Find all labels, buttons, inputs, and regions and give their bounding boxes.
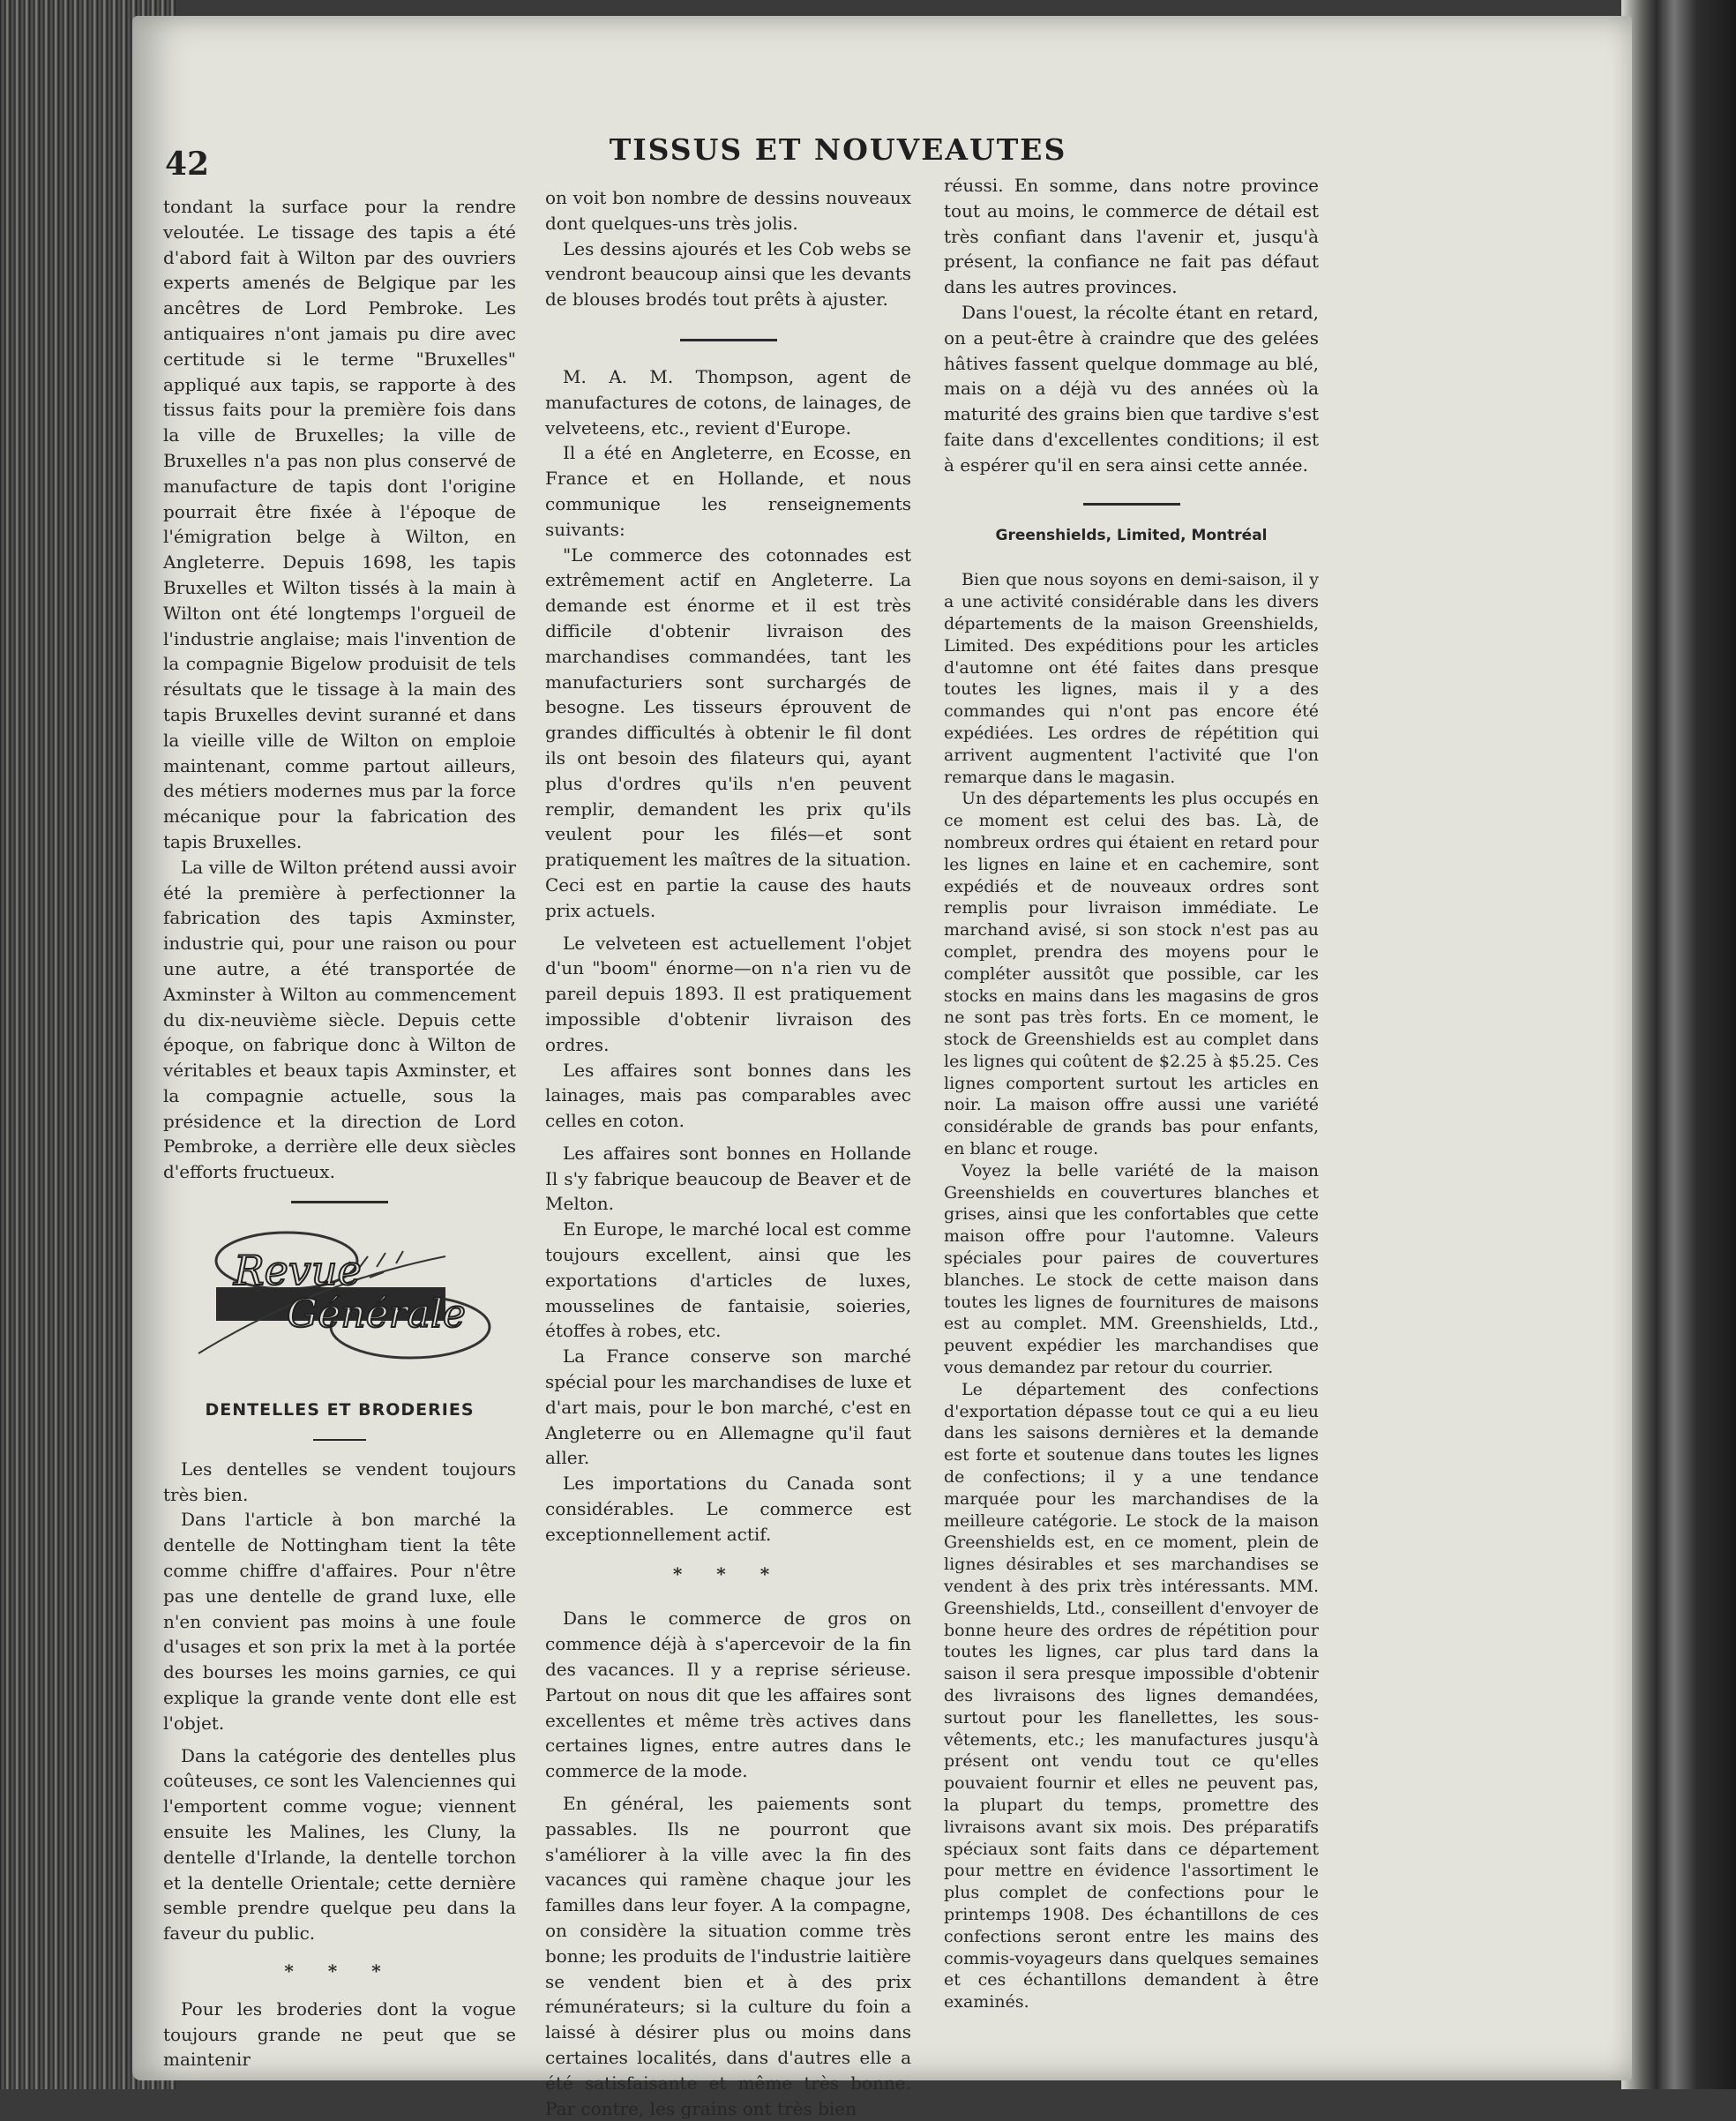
divider	[680, 339, 777, 341]
section-separator: * * *	[672, 1563, 784, 1585]
paragraph: Le département des confections d'exportation dépasse tout ce qui a eu lieu dans les saisons dernières et la demande est forte et soutenue dans toutes les lignes de confections; il y a une tendance marquée pour les marchandises de la meilleure catégorie. Le stock de la maison Greenshields est, en ce moment, plein de lignes désirables et ses marchandises se vendent à des prix très intéressants. MM. Greenshields, Ltd., conseillent d'envoyer de bonne heure des ordres de répétition pour toutes les lignes, car plus tard dans la saison il sera presque impossible d'obtenir des livraisons des lignes demandées, surtout pour les flanellettes, les sous-vêtements, etc.; les manufactures jusqu'à présent ont vendu tout ce qu'elles pouvaient fournir et elles ne peuvent pas, la plupart du temps, promettre des livraisons avant six mois. Des préparatifs spéciaux sont faits dans ce département pour mettre en évidence l'assortiment le plus complet de confections pour le printemps 1908. Des échantillons de ces confections seront entre les mains des commis-voyageurs dans quelques semaines et ces échantillons demandent à être examinés.	[944, 1379, 1319, 2012]
paragraph: "Le commerce des cotonnades est extrêmement actif en Angleterre. La demande est énorme et il est très difficile d'obtenir livraison des marchandises commandées, tant les manufacturiers sont surchargés de besogne. Les tisseurs éprouvent de grandes difficultés à obtenir le fil dont ils ont besoin des filateurs qui, ayant plus d'ordres qu'ils n'en peuvent remplir, demandent les prix qu'ils veulent pour les filés—et sont pratiquement les maîtres de la situation. Ceci est en partie la cause des hauts prix actuels.	[545, 543, 911, 921]
paragraph: Dans l'ouest, la récolte étant en retard, on a peut-être à craindre que des gelées hâtives fassent quelque dommage au blé, mais on a déjà vu des années où la maturité des grains bien que tardive s'est faite dans d'excellentes conditions; il est à espérer qu'il en sera ainsi cette année.	[944, 301, 1319, 476]
paragraph: tondant la surface pour la rendre veloutée. Le tissage des tapis a été d'abord fait à Wilton par des ouvriers experts amenés de Belgique par les ancêtres de Lord Pembroke. Les antiquaires n'ont jamais pu dire avec certitude si le terme "Bruxelles" appliqué aux tapis, se rapporte à des tissus faits pour la première fois dans la ville de Bruxelles; la ville de Bruxelles n'a pas non plus conservé de manufacture de tapis dont l'origine pourrait être fixée à l'époque de l'émigration belge à Wilton, en Angleterre. Depuis 1698, les tapis Bruxelles et Wilton tissés à la main à Wilton ont été longtemps l'orgueil de l'industrie anglaise; mais l'invention de la compagnie Bigelow produisit de tels résultats que le tissage à la main des tapis Bruxelles devint suranné et dans la vieille ville de Wilton on emploie maintenant, comme partout ailleurs, des métiers modernes mus par la force mécanique pour la fabrication des tapis Bruxelles.	[163, 196, 516, 852]
paragraph: Les affaires sont bonnes dans les lainages, mais pas comparables avec celles en coton.	[545, 1059, 911, 1132]
paragraph: Bien que nous soyons en demi-saison, il y a une activité considérable dans les divers départements de la maison Greenshields, Limited. Des expéditions pour les articles d'automne ont été faites dans presque toutes les lignes, mais il y a des commandes qui n'ont pas encore été expédiées. Les ordres de répétition qui arrivent augmentent l'activité que l'on remarque dans le magasin.	[944, 570, 1319, 787]
running-head: TISSUS ET NOUVEAUTES	[609, 132, 1067, 167]
column-2	[545, 185, 911, 2121]
divider	[1083, 503, 1180, 506]
paragraph: Dans le commerce de gros on commence déjà à s'apercevoir de la fin des vacances. Il y a reprise sérieuse. Partout on nous dit que les affaires sont excellentes et même très actives dans certaines lignes, entre autres dans le commerce de la mode.	[545, 1608, 911, 1782]
paragraph: Voyez la belle variété de la maison Greenshields en couvertures blanches et grises, ainsi que les confortables que cette maison offre pour l'automne. Valeurs spéciales pour paires de couvertures blanches. Le stock de cette maison dans toutes les lignes de fournitures de maisons est au complet. MM. Greenshields, Ltd., peuvent expédier les marchandises que vous demandez par retour du courrier.	[944, 1160, 1319, 1378]
paragraph: La France conserve son marché spécial pour les marchandises de luxe et d'art mais, pour le bon marché, c'est en Angleterre ou en Allemagne qu'il faut aller.	[545, 1345, 911, 1469]
divider	[291, 1201, 388, 1203]
paragraph: Le velveteen est actuellement l'objet d'un "boom" énorme—on n'a rien vu de pareil depuis 1893. Il est pratiquement impossible d'obtenir livraison des ordres.	[545, 932, 911, 1055]
svg-text:Revue: Revue	[234, 1247, 362, 1295]
paragraph: Il a été en Angleterre, en Ecosse, en France et en Hollande, et nous communique les renseignements suivants:	[545, 442, 911, 540]
paragraph: La ville de Wilton prétend aussi avoir été la première à perfectionner la fabrication des tapis Axminster, industrie qui, pour une raison ou pour une autre, a été transportée de Axminster à Wilton au commencement du dix-neuvième siècle. Depuis cette époque, on fabrique donc à Wilton de véritables et beaux tapis Axminster, et la compagnie actuelle, sous la présidence et la direction de Lord Pembroke, a derrière elle deux siècles d'efforts fructueux.	[163, 856, 516, 1183]
section-separator: * * *	[284, 1960, 395, 1982]
paragraph: Pour les broderies dont la vogue toujours grande ne peut que se maintenir	[163, 1997, 516, 2071]
paragraph: Dans l'article à bon marché la dentelle de Nottingham tient la tête comme chiffre d'affaires. Pour n'être pas une dentelle de grand luxe, elle n'en convient pas moins à une foule d'usages et son prix la met à la portée des bourses les moins garnies, ce qui explique la grande vente dont elle est l'objet.	[163, 1509, 516, 1734]
paragraph: Les dentelles se vendent toujours très bien.	[163, 1458, 516, 1505]
paragraph: Les importations du Canada sont considérables. Le commerce est exceptionnellement actif.	[545, 1473, 911, 1545]
paragraph: on voit bon nombre de dessins nouveaux dont quelques-uns très jolis.	[545, 187, 911, 234]
book-page-stack-right	[1621, 0, 1736, 2089]
paragraph: M. A. M. Thompson, agent de manufactures de cotons, de lainages, de velveteens, etc., revient d'Europe.	[545, 365, 911, 438]
paragraph: réussi. En somme, dans notre province tout au moins, le commerce de détail est très confiant dans l'avenir et, jusqu'à présent, la confiance ne fait pas défaut dans les autres provinces.	[944, 175, 1319, 298]
divider	[313, 1439, 366, 1441]
revue-generale-logo-art	[181, 1221, 516, 1371]
paragraph: En général, les paiements sont passables. Ils ne pourront que s'améliorer à la ville avec la fin des vacances qui ramène chaque jour les familles dans leur foyer. A la compagne, on considère la situation comme très bonne; les produits de l'industrie laitière se vendent bien et à des prix rémunérateurs; si la culture du foin a laissé à désirer plus ou moins dans certaines localités, dans d'autres elle a été satisfaisante et même très bonne. Par contre, les grains ont très bien	[545, 1793, 911, 2119]
column-3	[944, 173, 1319, 2013]
paragraph: En Europe, le marché local est comme toujours excellent, ainsi que les exportations d'articles de luxes, mousselines de fantaisie, soieries, étoffes à robes, etc.	[545, 1218, 911, 1342]
column-1	[163, 194, 516, 2072]
section-title-greenshields: Greenshields, Limited, Montréal	[995, 526, 1268, 544]
paragraph: Les dessins ajourés et les Cob webs se vendront beaucoup ainsi que les devants de blouses brodés tout prêts à ajuster.	[545, 237, 911, 311]
greenshields-article	[944, 569, 1319, 2013]
svg-text:Générale: Générale	[287, 1292, 466, 1338]
paragraph: Un des départements les plus occupés en ce moment est celui des bas. Là, de nombreux ordres qui étaient en retard pour les lignes en laine et en cachemire, sont expédiés et de nouveaux ordres sont remplis pour livraison immédiate. Le marchand avisé, si son stock n'est pas au complet, prendra des moyens pour le compléter aussitôt que possible, car les stocks en mains dans les magasins de gros ne sont pas très forts. En ce moment, le stock de Greenshields est au complet dans les lignes qui coûtent de $2.25 à $5.25. Ces lignes comportent surtout les articles en noir. La maison offre aussi une variété considérable de grands bas pour enfants, en blanc et rouge.	[944, 789, 1319, 1159]
paragraph: Les affaires sont bonnes en Hollande Il s'y fabrique beaucoup de Beaver et de Melton.	[545, 1142, 911, 1215]
section-title-dentelles: DENTELLES ET BRODERIES	[205, 1400, 475, 1420]
revue-generale-logo	[181, 1221, 516, 1371]
paragraph: Dans la catégorie des dentelles plus coûteuses, ce sont les Valenciennes qui l'emportent comme vogue; viennent ensuite les Malines, les Cluny, la dentelle d'Irlande, la dentelle torchon et la dentelle Orientale; cette dernière semble prendre quelque peu dans la faveur du public.	[163, 1744, 516, 1945]
page-number: 42	[165, 146, 210, 183]
